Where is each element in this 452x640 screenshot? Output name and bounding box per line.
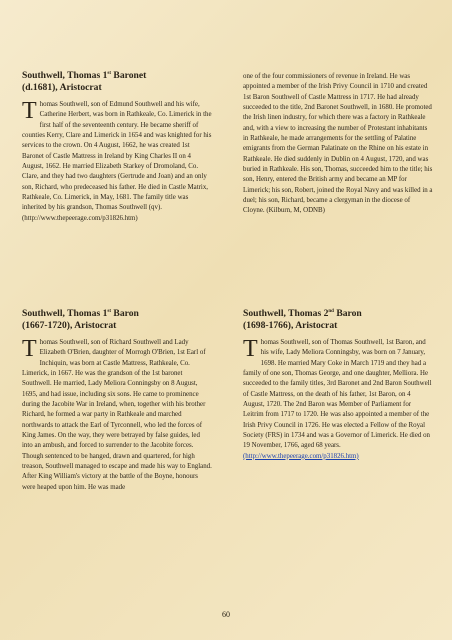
entry-heading: [22, 308, 212, 332]
entry-text: one of the four commissioners of revenue in Ireland. He was appointed a member of the Irish Privy Council in 1710 and created 1st Baron Southwell of Castle Mattress in 1717. He had already succeeded to the title, 2nd Baronet Southwell, in 1680. He promoted the Irish linen industry, for which there was a factory in Rathkeale and, with a view to increasing the number of Protestant inhabitants in Rathkeale, he made arrangements for the settling of Palatine emigrants from the German Palatinate on the Rhine on his estate in Rathkeale. He died suddenly in Dublin on 4 August, 1720, and was buried in Rathkeale. His son, Thomas, succeeded him to the title; his son, Henry, entered the British army and became an MP for Limerick; his son, Robert, joined the Royal Navy and was killed in a duel; his son, Richard, became a clergyman in the diocese of Cloyne. (Kilburn, M, ODNB): [243, 73, 433, 215]
entry-heading: [22, 70, 212, 94]
entry-thomas-1st-baron-continued: [243, 72, 433, 217]
drop-cap: T: [22, 98, 37, 124]
heading-superscript: st: [107, 308, 112, 314]
heading-text-rest: Baron (1667-1720), Aristocrat: [22, 308, 139, 331]
entry-text: homas Southwell, son of Richard Southwell and Lady Elizabeth O'Brien, daughter of Morrogh O'Brien, 1st Earl of Inchiquin, was born at Castle Mattress, Rathkeale, Co. Limerick, in 1667. He was the grandson of the 1st baronet Southwell. He married, Lady Meliora Conningsby on 8 August, 1695, and had issue, including six sons. He came to prominence during the Jacobite War in Ireland, when, together with his brother Richard, he formed a war party in Rathkeale and marched northwards to attack the Earl of Tyrconnell, who led the forces of King James. On the way, they were betrayed by false guides, led into an ambush, and forced to surrender to the Jacobite forces. Though sentenced to be hanged, drawn and quartered, for high treason, Southwell managed to escape and made his way to England. After King William's victory at the battle of the Boyne, honours were heaped upon him. He was made: [22, 339, 212, 491]
peerage-link[interactable]: (http://www.thepeerage.com/p31826.htm): [243, 452, 359, 460]
drop-cap: T: [22, 336, 37, 362]
entry-thomas-1st-baron: [22, 308, 212, 493]
heading-superscript: st: [107, 70, 112, 76]
heading-text: Southwell, Thomas 1: [22, 308, 108, 319]
heading-superscript: nd: [328, 308, 334, 314]
entry-body: [22, 100, 212, 224]
entry-thomas-2nd-baron: [243, 308, 433, 462]
heading-text: Southwell, Thomas 1: [22, 70, 108, 81]
entry-body: [22, 338, 212, 493]
page-number: 60: [222, 610, 230, 619]
heading-text-rest: Baron (1698-1766), Aristocrat: [243, 308, 362, 331]
heading-text-rest: Baronet (d.1681), Aristocrat: [22, 70, 147, 93]
entry-text: homas Southwell, son of Edmund Southwell and his wife, Catherine Herbert, was born in Rathkeale, Co. Limerick in the first half of the seventeenth century. He became sheriff of counties Kerry, Clare and Limerick in 1654 and was knighted for his services to the crown. On 4 August, 1662, he was created 1st Baronet of Castle Mattress in Ireland by King Charles II on 4 August, 1662. He married Elizabeth Starkey of Dromoland, Co. Clare, and they had two daughters (Gertrude and Joan) and an only son, Richard, who predeceased his father. He died in Castle Matrix, Rathkeale, Co. Limerick, in May, 1681. The family title was inherited by his grandson, Thomas Southwell (qv). (http://www.thepeerage.com/p31826.htm): [22, 101, 212, 222]
entry-body: [243, 338, 433, 462]
heading-text: Southwell, Thomas 2: [243, 308, 329, 319]
entry-heading: [243, 308, 433, 332]
drop-cap: T: [243, 336, 258, 362]
entry-text: homas Southwell, son of Thomas Southwell, 1st Baron, and his wife, Lady Meliora Conningsby, was born on 7 January, 1698. He married Mary Coke in March 1719 and they had a family of one son, Thomas George, and one daughter, Melliora. He succeeded to the family titles, 3rd Baronet and 2nd Baron Southwell of Castle Mattress, on the death of his father, 1st Baron, on 4 August, 1720. The 2nd Baron was Member of Parliament for Leitrim from 1717 to 1720. He was also appointed a member of the Irish Privy Council in 1726. He was elected a Fellow of the Royal Society (FRS) in 1734 and was a Governor of Limerick. He died on 19 November, 1766, aged 68 years.: [243, 339, 432, 450]
entry-thomas-1st-baronet: [22, 70, 212, 224]
